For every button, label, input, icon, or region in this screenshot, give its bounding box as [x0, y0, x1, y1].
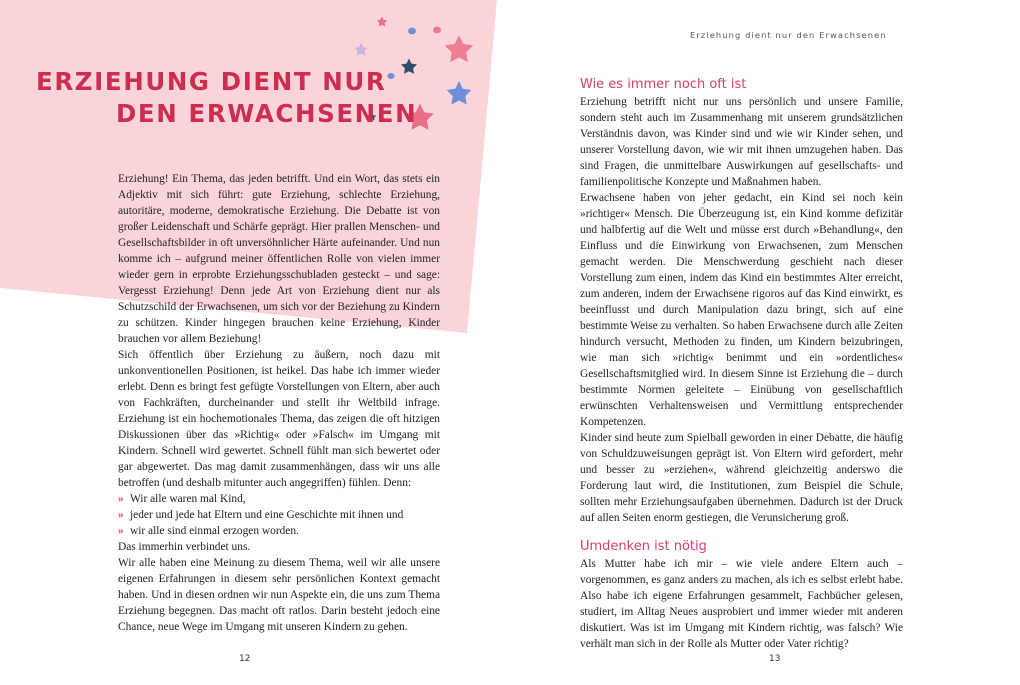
list-item	[118, 507, 440, 523]
bullet-marker-icon: »	[118, 525, 124, 537]
list-item	[118, 523, 440, 539]
list-item-text: jeder und jede hat Eltern und eine Geschichte mit ihnen und	[130, 509, 404, 521]
running-head: Erziehung dient nur den Erwachsenen	[690, 30, 887, 40]
star-icon	[447, 81, 472, 105]
paragraph: Erziehung! Ein Thema, das jeden betrifft. Und ein Wort, das stets ein Adjektiv mit sich führt: gute Erziehung, schlechte Erziehung, autoritäre, moderne, demokratische Erziehung. Die Debatte ist von großer Leidenschaft und Schärfe geprägt. Hier prallen Menschen- und Gesellschaftsbilder in oft unversöhnlicher Härte aufeinander. Und nun komme ich – aufgrund meiner öffentlichen Rolle von vielen immer wieder gern in erprobte Erziehungsschubladen gesteckt – und sage: Vergesst Erziehung! Denn jede Art von Erziehung dient nur als Schutzschild der Erwachsenen, um sich vor der Beziehung zu Kindern zu schützen. Kinder hingegen brauchen keine Erziehung, Kinder brauchen vor allem Beziehung!	[118, 173, 440, 345]
bullet-marker-icon: »	[118, 493, 124, 505]
section-heading: Wie es immer noch oft ist	[580, 77, 747, 92]
paragraph: Sich öffentlich über Erziehung zu äußern, noch dazu mit unkonventionellen Positionen, ist heikel. Das habe ich immer wieder erlebt. Denn es bringt fest gefügte Vorstellungen von Eltern, aber auch von Fachkräften, durcheinander und stellt ihr Weltbild infrage. Erziehung ist ein hochemotionales Thema, das zeigen die oft hitzigen Diskussionen über das »Richtig« oder »Falsch« im Umgang mit Kindern. Schnell wird gewertet. Schnell fühlt man sich bewertet oder gar abgewertet. Das mag damit zusammenhängen, dass wir uns alle betroffen (und deshalb mitunter auch angegriffen) fühlen. Denn:	[118, 349, 440, 489]
bullet-list	[118, 491, 440, 539]
paragraph: Kinder sind heute zum Spielball geworden in einer Debatte, die häufig von Schuldzuweisungen geprägt ist. Von Eltern wird gefordert, mehr und besser zu »erziehen«, während gleichzeitig anderswo die Forderung laut wird, die Institutionen, zum Beispiel die Schule, sollten mehr Erziehungsaufgaben übernehmen. Dadurch ist der Druck auf allen Seiten enorm gestiegen, die Verunsicherung groß.	[580, 432, 903, 524]
page-number-right: 13	[769, 654, 781, 664]
list-item-text: Wir alle waren mal Kind,	[130, 493, 246, 505]
star-icon	[354, 43, 367, 56]
star-icon	[377, 17, 387, 27]
chapter-title-line-1: ERZIEHUNG DIENT NUR	[36, 67, 387, 96]
section-heading: Umdenken ist nötig	[580, 539, 707, 554]
paragraph: Erwachsene haben von jeher gedacht, ein Kind sei noch kein »richtiger« Mensch. Die Überzeugung ist, ein Kind komme defizitär und halbfertig auf die Welt und müsse erst durch »Behandlung«, den Einfluss und die Einwirkung von Erwachsenen, zum Menschen gemacht werden. Die Menschwerdung geschieht nach dieser Vorstellung zum einen, indem das Kind ein bestimmtes Alter erreicht, zum anderen, indem der Erwachsene rigoros auf das Kind einwirkt, es beeinflusst und durch Manipulation dazu bringt, sich auf eine bestimmte Weise zu verhalten. So haben Erwachsene durch alle Zeiten hindurch versucht, Methoden zu finden, um Kindern beizubringen, wie man sich »richtig« benimmt und ein »ordentliches« Gesellschaftsmitglied wird. In diesem Sinne ist Erziehung die – durch bestimmte Normen geleitete – Einübung von gesellschaftlich erwünschten Verhaltensweisen und Vermittlung entsprechender Kompetenzen.	[580, 192, 903, 428]
paragraph: Das immerhin verbindet uns.	[118, 541, 251, 553]
dot-icon	[433, 27, 441, 34]
paragraph: Wir alle haben eine Meinung zu diesem Thema, weil wir alle unsere eigenen Erfahrungen in diesem sehr persönlichen Kontext gemacht haben. Und in diesen ordnen wir nun Aspekte ein, die uns zum Thema Erziehung begegnen. Das macht oft ratlos. Darin besteht jedoch eine Chance, neue Wege im Umgang mit unseren Kindern zu gehen.	[118, 557, 440, 633]
chapter-title	[36, 66, 417, 130]
chapter-title-line-2: DEN ERWACHSENEN	[116, 99, 418, 128]
dot-icon	[408, 28, 416, 35]
page-number-left: 12	[239, 654, 251, 664]
list-item-text: wir alle sind einmal erzogen worden.	[130, 525, 299, 537]
bullet-marker-icon: »	[118, 509, 124, 521]
star-icon	[445, 35, 474, 62]
left-page-body	[118, 171, 440, 635]
paragraph: Als Mutter habe ich mir – wie viele andere Eltern auch – vorgenommen, es ganz anders zu machen, als ich es selbst erlebt habe. Also habe ich eigene Erfahrungen gesammelt, Fachbücher gelesen, studiert, im Alltag Neues ausprobiert und immer wieder mit anderen diskutiert. Was ist im Umgang mit Kindern richtig, was falsch? Wie verhält man sich in der Rolle als Mutter oder Vater richtig?	[580, 558, 903, 650]
right-page-body	[580, 76, 903, 652]
paragraph: Erziehung betrifft nicht nur uns persönlich und unsere Familie, sondern steht auch im Zusammenhang mit unserem grundsätzlichen Verständnis davon, was Kinder sind und wie wir Kinder sehen, und unserer Vorstellung davon, wie wir mit ihnen umzugehen haben. Das sind Fragen, die unmittelbare Auswirkungen auf gesellschafts- und familienpolitische Konzepte und Maßnahmen haben.	[580, 96, 903, 188]
list-item	[118, 491, 440, 507]
